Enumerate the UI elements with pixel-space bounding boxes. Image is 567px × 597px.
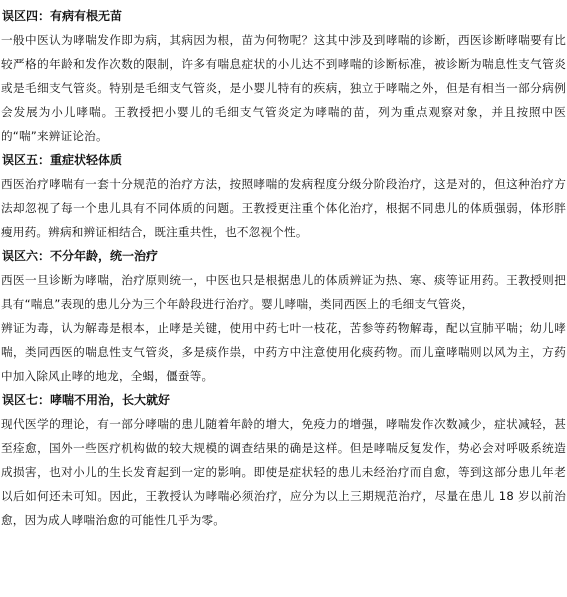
section-heading-5: 误区五：重症状轻体质 <box>2 153 123 167</box>
section-6-paragraph-1: 西医一旦诊断为哮喘，治疗原则统一，中医也只是根据患儿的体质辨证为热、寒、痰等证用药。王教授则把具有“喘息”表现的患儿分为三个年龄段进行治疗。婴儿哮喘，类同西医上的毛细支气管炎， <box>1 273 566 311</box>
section-4-paragraph: 一般中医认为哮喘发作即为病，其病因为根，苗为何物呢？这其中涉及到哮喘的诊断，西医诊断哮喘要有比较严格的年龄和发作次数的限制，许多有喘息症状的小儿达不到哮喘的诊断标准，被诊断为喘息性支气管炎或是毛细支气管炎。特别是毛细支气管炎，是小婴儿特有的疾病，独立于哮喘之外，但是有相当一部分病例会发展为小儿哮喘。王教授把小婴儿的毛细支气管炎定为哮喘的苗，列为重点观察对象，并且按照中医的“喘”来辨证论治。 <box>1 33 566 143</box>
section-heading-4: 误区四：有病有根无苗 <box>2 9 123 23</box>
section-heading-6: 误区六：不分年龄，统一治疗 <box>2 249 159 263</box>
section-5-paragraph: 西医治疗哮喘有一套十分规范的治疗方法，按照哮喘的发病程度分级分阶段治疗，这是对的，但这种治疗方法却忽视了每一个患儿具有不同体质的问题。王教授更注重个体化治疗，根据不同患儿的体质强弱，体形胖瘦用药。辨病和辨证相结合，既注重共性，也不忽视个性。 <box>1 177 566 239</box>
section-heading-7: 误区七：哮喘不用治，长大就好 <box>2 393 171 407</box>
section-7-paragraph: 现代医学的理论，有一部分哮喘的患儿随着年龄的增大，免疫力的增强，哮喘发作次数减少，症状减轻，甚至痊愈，国外一些医疗机构做的较大规模的调查结果的确是这样。但是哮喘反复发作，势必会对呼吸系统造成损害，也对小儿的生长发育起到一定的影响。即使是症状轻的患儿未经治疗而自愈，等到这部分患儿年老以后如何还未可知。因此，王教授认为哮喘必须治疗，应分为以上三期规范治疗，尽量在患儿 18 岁以前治愈，因为成人哮喘治愈的可能性几乎为零。 <box>1 417 566 527</box>
section-6-paragraph-2: 辨证为毒，认为解毒是根本，止哮是关键，使用中药七叶一枝花，苦参等药物解毒，配以宣肺平喘；幼儿哮喘，类同西医的喘息性支气管炎，多是痰作祟，中药方中注意使用化痰药物。而儿童哮喘则以风为主，方药中加入除风止哮的地龙，全蝎，僵蚕等。 <box>1 321 566 383</box>
